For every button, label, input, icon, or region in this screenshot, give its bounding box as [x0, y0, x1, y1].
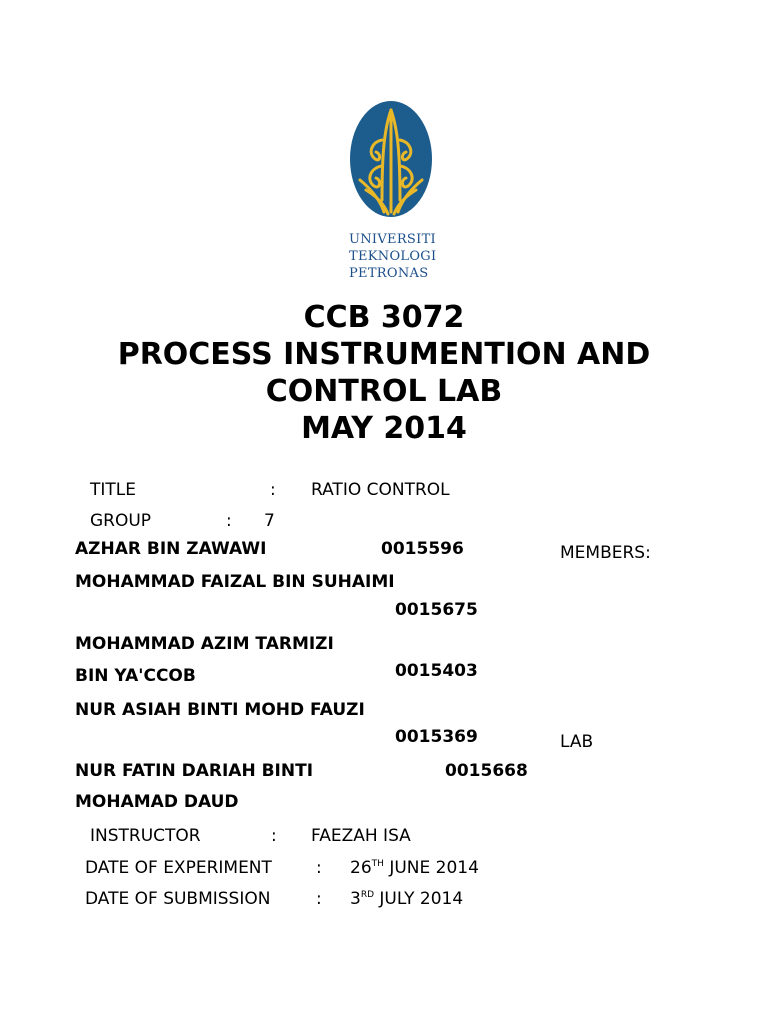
university-logo	[346, 100, 436, 282]
title-separator: :	[270, 480, 276, 500]
member-name: AZHAR BIN ZAWAWI	[75, 539, 267, 559]
group-label: GROUP	[90, 511, 152, 531]
date-submission-separator: :	[316, 889, 322, 909]
date-experiment-separator: :	[316, 858, 322, 878]
date-submission-value: 3RD JULY 2014	[350, 889, 464, 909]
course-title-line1: PROCESS INSTRUMENTION AND	[117, 337, 651, 372]
member-name: NUR ASIAH BINTI MOHD FAUZI	[75, 700, 365, 720]
date-experiment-value: 26TH JUNE 2014	[350, 858, 479, 878]
member-name: MOHAMAD DAUD	[75, 792, 239, 812]
logo-text-line3: PETRONAS	[349, 266, 429, 281]
group-value: 7	[264, 511, 275, 531]
members-label: MEMBERS:	[560, 543, 651, 563]
course-code: CCB 3072	[303, 300, 465, 335]
instructor-label: INSTRUCTOR	[90, 826, 201, 846]
member-id: 0015675	[395, 600, 478, 620]
title-label: TITLE	[90, 480, 136, 500]
member-id: 0015369	[395, 727, 478, 747]
lab-label: LAB	[560, 732, 594, 752]
member-name: MOHAMMAD AZIM TARMIZI	[75, 634, 334, 654]
member-name: MOHAMMAD FAIZAL BIN SUHAIMI	[75, 572, 395, 592]
course-title-line2: CONTROL LAB	[265, 374, 503, 409]
instructor-separator: :	[271, 826, 277, 846]
member-id: 0015668	[445, 761, 528, 781]
member-name: BIN YA'CCOB	[75, 666, 196, 686]
group-separator: :	[226, 511, 232, 531]
member-id: 0015596	[381, 539, 464, 559]
date-experiment-label: DATE OF EXPERIMENT	[85, 858, 272, 878]
title-value: RATIO CONTROL	[311, 480, 450, 500]
utp-emblem-icon	[346, 100, 436, 220]
logo-text-line1: UNIVERSITI	[349, 232, 436, 247]
member-name: NUR FATIN DARIAH BINTI	[75, 761, 314, 781]
instructor-value: FAEZAH ISA	[311, 826, 411, 846]
semester: MAY 2014	[301, 411, 467, 446]
date-submission-label: DATE OF SUBMISSION	[85, 889, 271, 909]
member-id: 0015403	[395, 661, 478, 681]
logo-text-line2: TEKNOLOGI	[349, 249, 437, 264]
